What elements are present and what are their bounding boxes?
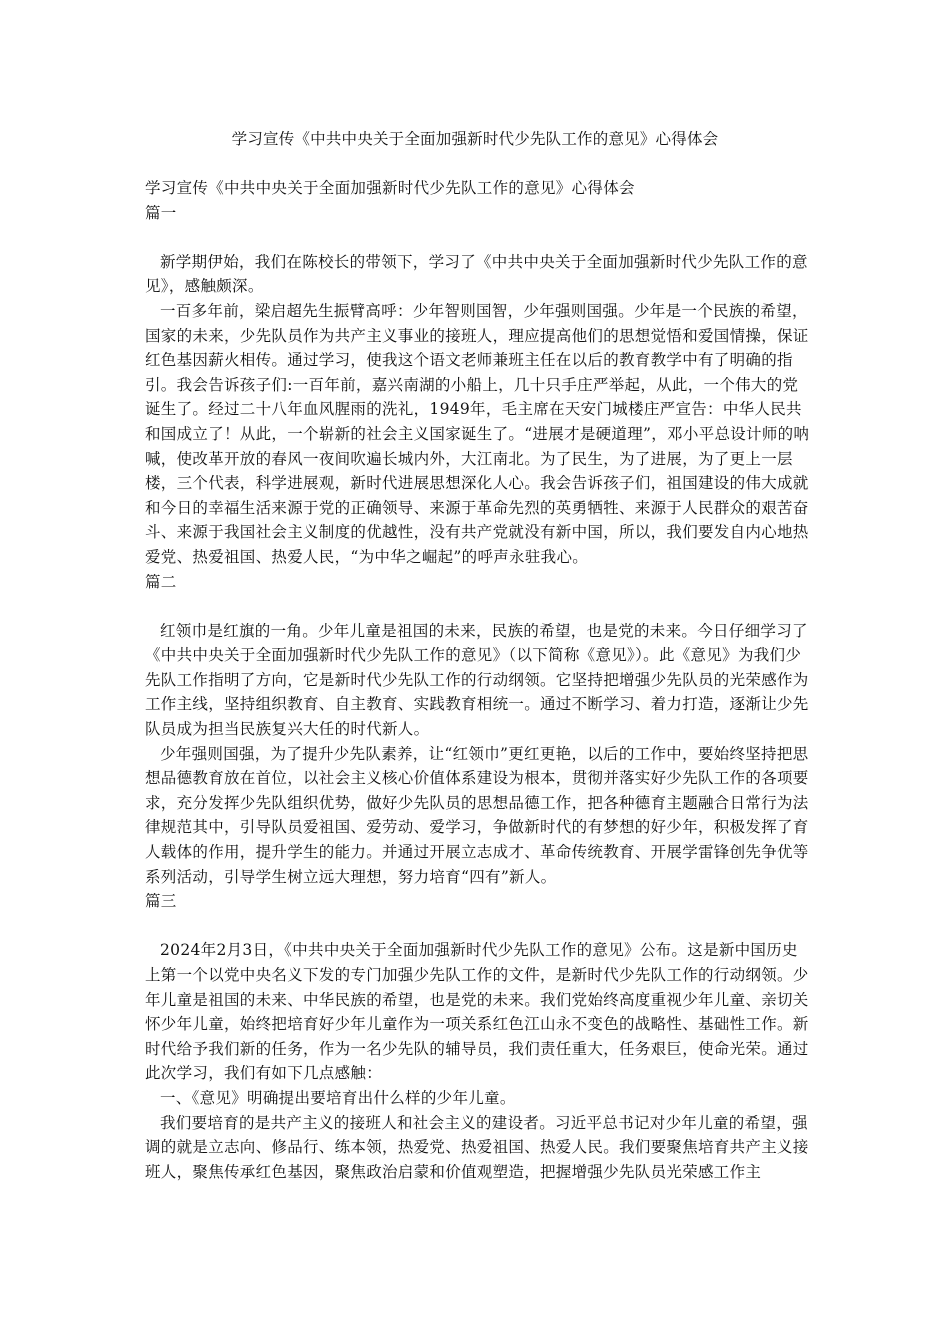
document-title: 学习宣传《中共中央关于全面加强新时代少先队工作的意见》心得体会 — [231, 130, 719, 148]
blank-line — [145, 225, 810, 250]
paragraph: 红领巾是红旗的一角。少年儿童是祖国的未来，民族的希望，也是党的未来。今日仔细学习了《中共中央关于全面加强新时代少先队工作的意见》（以下简称《意见》）。此《意见》为我们少先队工作指明了方向，它是新时代少先队工作的行动纲领。它坚持把增强少先队员的光荣感作为工作主线，坚持组织教育、自主教育、实践教育相统一。通过不断学习、着力打造，逐渐让少先队员成为担当民族复兴大任的时代新人。 — [145, 621, 809, 739]
document-body — [145, 176, 810, 1184]
section-heading: 篇二 — [145, 572, 177, 591]
document-subtitle: 学习宣传《中共中央关于全面加强新时代少先队工作的意见》心得体会 — [145, 179, 635, 197]
paragraph: 少年强则国强，为了提升少先队素养，让“红领巾”更红更艳，以后的工作中，要始终坚持把思想品德教育放在首位，以社会主义核心价值体系建设为根本，贯彻并落实好少先队工作的各项要求，充分发挥少先队组织优势，做好少先队员的思想品德工作，把各种德育主题融合日常行为法律规范其中，引导队员爱祖国、爱劳动、爱学习，争做新时代的有梦想的好少年，积极发挥了育人载体的作用，提升学生的能力。并通过开展立志成才、革命传统教育、开展学雷锋创先争优等系列活动，引导学生树立远大理想，努力培育“四有”新人。 — [145, 744, 809, 886]
paragraph: 新学期伊始，我们在陈校长的带领下，学习了《中共中央关于全面加强新时代少先队工作的意见》，感触颇深。 — [145, 252, 808, 296]
paragraph: 一、《意见》明确提出要培育出什么样的少年儿童。 — [160, 1088, 516, 1107]
paragraph: 我们要培育的是共产主义的接班人和社会主义的建设者。习近平总书记对少年儿童的希望，强调的就是立志向、修品行、练本领，热爱党、热爱祖国、热爱人民。我们要聚焦培育共产主义接班人，聚焦传承红色基因，聚焦政治启蒙和价值观塑造，把握增强少先队员光荣感工作主 — [145, 1113, 809, 1181]
paragraph: 一百多年前，梁启超先生振臂高呼：少年智则国智，少年强则国强。少年是一个民族的希望，国家的未来，少先队员作为共产主义事业的接班人，理应提高他们的思想觉悟和爱国情操，保证红色基因薪火相传。通过学习，使我这个语文老师兼班主任在以后的教育教学中有了明确的指引。我会告诉孩子们:一百年前，嘉兴南湖的小船上，几十只手庄严举起，从此，一个伟大的党诞生了。经过二十八年血风腥雨的洗礼，1949年，毛主席在天安门城楼庄严宣告：中华人民共和国成立了！从此，一个崭新的社会主义国家诞生了。“进展才是硬道理”，邓小平总设计师的呐喊，使改革开放的春风一夜间吹遍长城内外，大江南北。为了民生，为了进展，为了更上一层楼，三个代表，科学进展观，新时代进展思想深化人心。我会告诉孩子们，祖国建设的伟大成就和今日的幸福生活来源于党的正确领导、来源于革命先烈的英勇牺牲、来源于人民群众的艰苦奋斗、来源于我国社会主义制度的优越性，没有共产党就没有新中国，所以，我们要发自内心地热爱党、热爱祖国、热爱人民，“为中华之崛起”的呼声永驻我心。 — [145, 301, 810, 566]
section-heading: 篇一 — [145, 203, 177, 222]
section-heading: 篇三 — [145, 892, 177, 911]
paragraph: 2024年2月3日，《中共中央关于全面加强新时代少先队工作的意见》公布。这是新中国历史上第一个以党中央名义下发的专门加强少先队工作的文件，是新时代少先队工作的行动纲领。少年儿童是祖国的未来、中华民族的希望，也是党的未来。我们党始终高度重视少年儿童、亲切关怀少年儿童，始终把培育好少年儿童作为一项关系红色江山永不变色的战略性、基础性工作。新时代给予我们新的任务，作为一名少先队的辅导员，我们责任重大，任务艰巨，使命光荣。通过此次学习，我们有如下几点感触： — [145, 941, 809, 1083]
blank-line — [145, 914, 810, 939]
blank-line — [145, 594, 810, 619]
